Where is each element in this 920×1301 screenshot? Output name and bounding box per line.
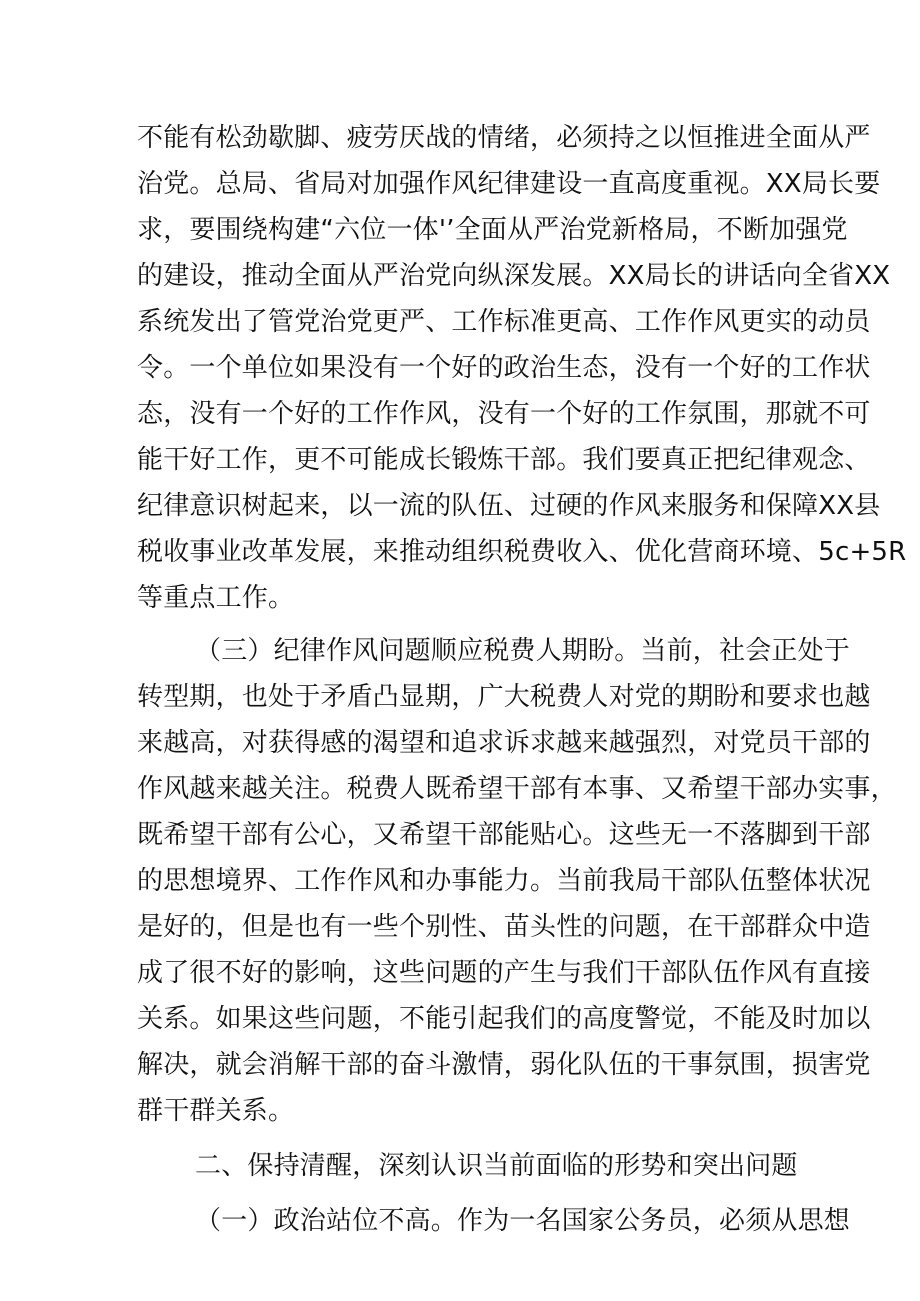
- body-text-line: 的建设，推动全面从严治党向纵深发展。XX局长的讲话向全省XX: [137, 261, 891, 291]
- body-text-line: 态，没有一个好的工作作风，没有一个好的工作氛围，那就不可: [137, 399, 871, 429]
- body-text-line: 等重点工作。: [137, 583, 295, 613]
- body-text-line: 是好的，但是也有一些个别性、苗头性的问题，在干部群众中造: [137, 912, 871, 942]
- body-text-line: 的思想境界、工作作风和办事能力。当前我局干部队伍整体状况: [137, 866, 871, 896]
- body-text-line: 系统发出了管党治党更严、工作标准更高、工作作风更实的动员: [137, 307, 871, 337]
- body-text-line: 求，要围绕构建“六位一体'’全面从严治党新格局，不断加强党: [137, 215, 848, 245]
- body-text-line: 来越高，对获得感的渴望和追求诉求越来越强烈，对党员干部的: [137, 728, 871, 758]
- body-text-line: 既希望干部有公心，又希望干部能贴心。这些无一不落脚到干部: [137, 820, 871, 850]
- body-text-line: 成了很不好的影响，这些问题的产生与我们干部队伍作风有直接: [137, 958, 871, 988]
- body-text-line: 能干好工作，更不可能成长锻炼干部。我们要真正把纪律观念、: [137, 445, 871, 475]
- body-text-line: 纪律意识树起来，以一流的队伍、过硬的作风来服务和保障XX县: [137, 491, 881, 521]
- section-heading-three: （三）纪律作风问题顺应税费人期盼。当前，社会正处于: [195, 636, 851, 666]
- body-text-line: 关系。如果这些问题，不能引起我们的高度警觉，不能及时加以: [137, 1004, 871, 1034]
- section-heading-two: 二、保持清醒，深刻认识当前面临的形势和突出问题: [195, 1151, 798, 1181]
- body-text-line: 治党。总局、省局对加强作风纪律建设一直高度重视。XX局长要: [137, 169, 881, 199]
- body-text-line: 不能有松劲歇脚、疲劳厌战的情绪，必须持之以恒推进全面从严: [137, 123, 871, 153]
- body-text-line: 解决，就会消解干部的奋斗激情，弱化队伍的干事氛围，损害党: [137, 1050, 871, 1080]
- body-text-line: 税收事业改革发展，来推动组织税费收入、优化营商环境、5c+5R: [137, 537, 907, 567]
- body-text-line: 群干群关系。: [137, 1096, 295, 1126]
- body-text-line: 转型期，也处于矛盾凸显期，广大税费人对党的期盼和要求也越: [137, 682, 871, 712]
- body-text-line: 令。一个单位如果没有一个好的政治生态，没有一个好的工作状: [137, 353, 871, 383]
- subsection-heading-one: （一）政治站位不高。作为一名国家公务员，必须从思想: [195, 1206, 851, 1236]
- body-text-line: 作风越来越关注。税费人既希望干部有本事、又希望干部办实事，: [137, 774, 897, 804]
